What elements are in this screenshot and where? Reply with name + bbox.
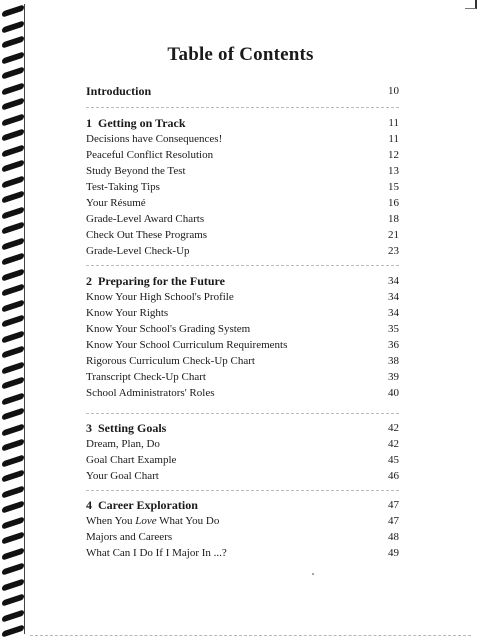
binding-coil (2, 190, 24, 203)
toc-entry: Grade-Level Check-Up 23 (86, 245, 399, 257)
binding-coil (2, 206, 24, 219)
toc-entry-label: Introduction (86, 84, 152, 98)
toc-entry: Know Your School's Grading System 35 (86, 323, 399, 335)
binding-coil (2, 407, 24, 420)
bottom-edge-marks (30, 632, 471, 636)
paper-speck (312, 573, 314, 575)
toc-entry: Your Résumé 16 (86, 197, 399, 209)
toc-entry: Test-Taking Tips 15 (86, 181, 399, 193)
toc-entry: Transcript Check-Up Chart 39 (86, 371, 399, 383)
section-heading-page: 47 (388, 499, 399, 511)
section-heading-label: 2 Preparing for the Future (86, 274, 225, 288)
toc-entry: Grade-Level Award Charts 18 (86, 213, 399, 225)
spiral-binding (0, 0, 26, 640)
binding-coil (2, 454, 24, 467)
toc-entry: Goal Chart Example 45 (86, 454, 399, 466)
section-heading-3 (86, 420, 399, 436)
toc-entry: Study Beyond the Test 13 (86, 165, 399, 177)
binding-coil (2, 438, 24, 451)
binding-coil (2, 516, 24, 529)
binding-coil (2, 20, 24, 33)
toc-entry: Decisions have Consequences! 11 (86, 133, 399, 145)
section-heading-2 (86, 273, 399, 289)
binding-coil (2, 299, 24, 312)
binding-coil (2, 345, 24, 358)
section-heading-4 (86, 497, 399, 513)
toc-entry: Check Out These Programs 21 (86, 229, 399, 241)
binding-coil (2, 392, 24, 405)
section-divider (86, 413, 399, 414)
binding-coil (2, 144, 24, 157)
section-heading-page: 34 (388, 275, 399, 287)
binding-coil (2, 175, 24, 188)
binding-coil (2, 97, 24, 110)
binding-coil (2, 330, 24, 343)
binding-coil (2, 4, 24, 17)
toc-entry: Know Your Rights 34 (86, 307, 399, 319)
section-divider (86, 107, 399, 108)
binding-coil (2, 221, 24, 234)
binding-coil (2, 283, 24, 296)
binding-coil (2, 268, 24, 281)
binding-coil (2, 159, 24, 172)
binding-coil (2, 314, 24, 327)
toc-entry: Rigorous Curriculum Check-Up Chart 38 (86, 355, 399, 367)
binding-coil (2, 624, 24, 637)
binding-coil (2, 593, 24, 606)
corner-mark (465, 0, 477, 9)
binding-coil (2, 469, 24, 482)
binding-coil (2, 82, 24, 95)
section-heading-page: 11 (388, 117, 399, 129)
binding-coil (2, 423, 24, 436)
toc-entry-label: When You Love What You Do (86, 515, 220, 527)
binding-coil (2, 485, 24, 498)
binding-coil (2, 531, 24, 544)
section-heading-label: 3 Setting Goals (86, 421, 167, 435)
binding-coil (2, 609, 24, 622)
section-heading-label: 4 Career Exploration (86, 498, 198, 512)
section-heading-1 (86, 115, 399, 131)
toc-entry: Your Goal Chart 46 (86, 470, 399, 482)
toc-entry: Dream, Plan, Do 42 (86, 438, 399, 450)
page-edge (24, 4, 25, 634)
binding-coil (2, 128, 24, 141)
binding-coil (2, 562, 24, 575)
section-heading-label: 1 Getting on Track (86, 116, 186, 130)
toc-entry: Peaceful Conflict Resolution 12 (86, 149, 399, 161)
section-divider (86, 265, 399, 266)
toc-entry: Know Your High School's Profile 34 (86, 291, 399, 303)
binding-coil (2, 500, 24, 513)
toc-entry: Majors and Careers 48 (86, 531, 399, 543)
toc-entry: Know Your School Curriculum Requirements 36 (86, 339, 399, 351)
emphasis-word: Love (135, 515, 157, 527)
binding-coil (2, 66, 24, 79)
toc-entry: What Can I Do If I Major In ...? 49 (86, 547, 399, 559)
toc-entry-introduction (86, 83, 399, 99)
section-divider (86, 490, 399, 491)
binding-coil (2, 361, 24, 374)
page-title: Table of Contents (167, 44, 314, 65)
binding-coil (2, 252, 24, 265)
binding-coil (2, 547, 24, 560)
toc-entry: When You Love What You Do 47 (86, 515, 399, 527)
binding-coil (2, 578, 24, 591)
section-heading-page: 42 (388, 422, 399, 434)
binding-coil (2, 237, 24, 250)
toc-entry-page: 10 (388, 85, 399, 97)
toc-entry: School Administrators' Roles 40 (86, 387, 399, 399)
binding-coil (2, 376, 24, 389)
binding-coil (2, 113, 24, 126)
